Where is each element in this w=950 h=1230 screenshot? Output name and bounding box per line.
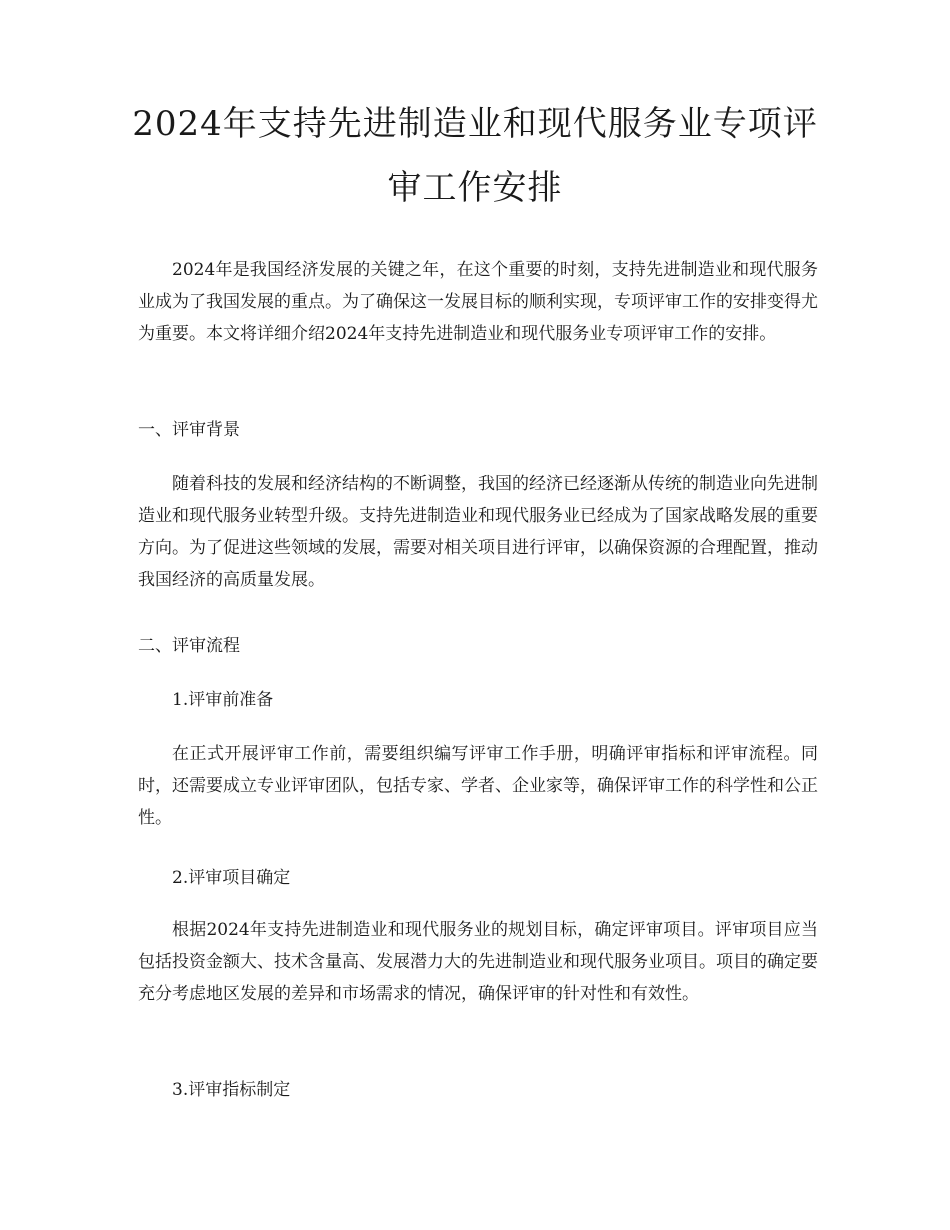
- section-heading-background: 一、评审背景: [138, 420, 240, 440]
- subheading-preparation: 1.评审前准备: [172, 690, 274, 710]
- section-heading-process: 二、评审流程: [138, 636, 240, 656]
- intro-paragraph: 2024年是我国经济发展的关键之年，在这个重要的时刻，支持先进制造业和现代服务业成为了我国发展的重点。为了确保这一发展目标的顺利实现，专项评审工作的安排变得尤为重要。本文将详细介绍2024年支持先进制造业和现代服务业专项评审工作的安排。: [138, 260, 818, 344]
- subheading-criteria: 3.评审指标制定: [172, 1080, 291, 1100]
- background-paragraph: 随着科技的发展和经济结构的不断调整，我国的经济已经逐渐从传统的制造业向先进制造业和现代服务业转型升级。支持先进制造业和现代服务业已经成为了国家战略发展的重要方向。为了促进这些领域的发展，需要对相关项目进行评审，以确保资源的合理配置，推动我国经济的高质量发展。: [138, 474, 818, 590]
- preparation-paragraph: 在正式开展评审工作前，需要组织编写评审工作手册，明确评审指标和评审流程。同时，还需要成立专业评审团队，包括专家、学者、企业家等，确保评审工作的科学性和公正性。: [138, 744, 818, 828]
- subheading-project-selection: 2.评审项目确定: [172, 868, 291, 888]
- project-selection-paragraph: 根据2024年支持先进制造业和现代服务业的规划目标，确定评审项目。评审项目应当包括投资金额大、技术含量高、发展潜力大的先进制造业和现代服务业项目。项目的确定要充分考虑地区发展的差异和市场需求的情况，确保评审的针对性和有效性。: [138, 920, 818, 1004]
- document-title-line-1: 2024年支持先进制造业和现代服务业专项评: [132, 104, 818, 144]
- document-title-line-2: 审工作安排: [387, 168, 563, 208]
